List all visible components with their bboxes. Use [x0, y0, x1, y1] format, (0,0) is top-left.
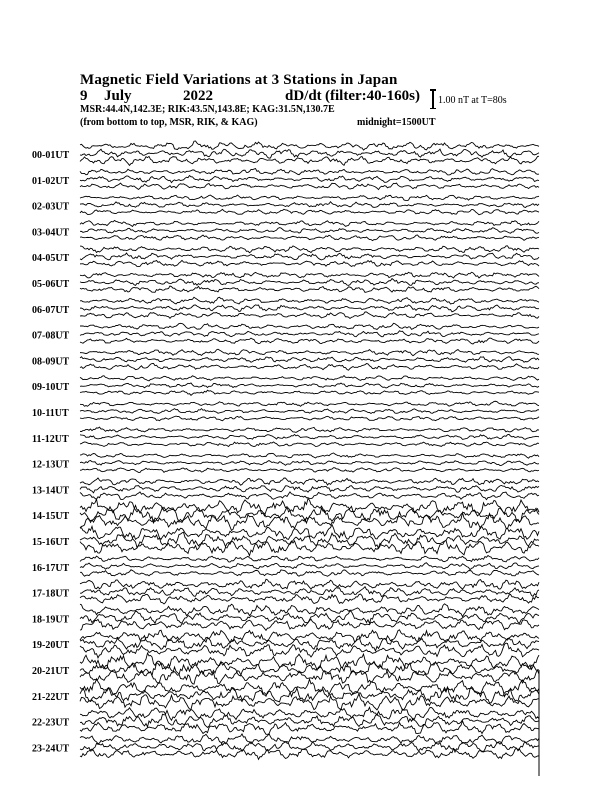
hour-label: 05-06UT — [32, 279, 70, 290]
hour-label: 07-08UT — [32, 330, 70, 342]
trace-line-rik — [80, 587, 539, 597]
hour-label: 21-22UT — [32, 691, 70, 703]
station-order-note: (from bottom to top, MSR, RIK, & KAG) — [80, 117, 258, 128]
trace-line-kag — [80, 220, 539, 226]
trace-line-kag — [80, 246, 539, 253]
trace-line-msr — [80, 312, 539, 319]
trace-line-kag — [80, 478, 539, 485]
trace-line-msr — [80, 667, 539, 684]
quantity-label: dD/dt — [285, 88, 322, 104]
hour-label: 23-24UT — [32, 743, 70, 755]
trace-line-msr — [80, 260, 539, 266]
hour-label: 16-17UT — [32, 562, 70, 574]
trace-line-msr — [80, 442, 539, 447]
station-coordinates: MSR:44.4N,142.3E; RIK:43.5N,143.8E; KAG:31.5N,130.7E — [80, 104, 335, 115]
trace-line-msr — [80, 183, 539, 190]
trace-line-kag — [80, 630, 539, 643]
trace-line-msr — [80, 570, 539, 577]
trace-line-msr — [80, 416, 539, 421]
trace-line-rik — [80, 461, 539, 466]
hour-label: 13-14UT — [32, 485, 70, 497]
trace-line-rik — [80, 505, 539, 523]
hour-label: 08-09UT — [32, 356, 70, 368]
trace-line-msr — [80, 540, 539, 555]
trace-line-msr — [80, 235, 539, 241]
hour-label: 01-02UT — [32, 175, 70, 187]
hour-label: 02-03UT — [32, 201, 70, 213]
trace-line-rik — [80, 228, 539, 234]
trace-line-msr — [80, 694, 539, 711]
trace-line-kag — [80, 604, 539, 617]
trace-line-kag — [80, 427, 539, 432]
hour-label: 14-15UT — [32, 511, 70, 523]
hour-label: 12-13UT — [32, 459, 70, 471]
trace-line-kag — [80, 376, 539, 381]
trace-line-kag — [80, 653, 539, 671]
trace-line-kag — [80, 297, 539, 304]
trace-line-rik — [80, 409, 539, 414]
chart-title: Magnetic Field Variations at 3 Stations in Japan — [80, 72, 398, 88]
trace-line-rik — [80, 485, 539, 492]
trace-line-rik — [80, 434, 539, 439]
trace-line-rik — [80, 202, 539, 208]
trace-line-kag — [80, 272, 539, 278]
hour-label: 15-16UT — [32, 537, 70, 548]
hour-label: 10-11UT — [32, 408, 69, 419]
hour-label: 03-04UT — [32, 227, 70, 239]
filter-label: (filter:40-160s) — [325, 88, 420, 104]
hour-label: 11-12UT — [32, 433, 69, 445]
trace-line-msr — [80, 513, 539, 531]
trace-line-rik — [80, 305, 539, 312]
trace-line-rik — [80, 253, 539, 260]
hour-label: 17-18UT — [32, 588, 70, 600]
trace-line-kag — [80, 579, 539, 589]
trace-line-rik — [80, 383, 539, 388]
hour-label: 06-07UT — [32, 304, 70, 316]
date-year: 2022 — [183, 88, 213, 104]
trace-line-msr — [80, 338, 539, 344]
trace-line-kag — [80, 453, 539, 458]
midnight-note: midnight=1500UT — [357, 117, 436, 128]
trace-line-kag — [80, 556, 539, 563]
hour-label: 04-05UT — [32, 253, 70, 265]
trace-line-kag — [80, 401, 539, 406]
trace-line-kag — [80, 323, 539, 329]
trace-line-msr — [80, 468, 539, 473]
scale-label: 1.00 nT at T=80s — [438, 95, 507, 106]
trace-line-kag — [80, 169, 539, 175]
hour-label: 20-21UT — [32, 666, 70, 677]
trace-line-rik — [80, 175, 539, 182]
trace-line-kag — [80, 141, 539, 150]
hour-label: 09-10UT — [32, 382, 70, 394]
trace-line-msr — [80, 619, 539, 630]
date-month: July — [104, 88, 132, 104]
date-day: 9 — [80, 88, 88, 104]
trace-line-kag — [80, 679, 539, 697]
hour-label: 00-01UT — [32, 150, 70, 161]
trace-line-rik — [80, 742, 539, 752]
trace-line-kag — [80, 349, 539, 355]
trace-line-rik — [80, 331, 539, 337]
trace-line-msr — [80, 156, 539, 165]
trace-line-msr — [80, 492, 539, 500]
trace-line-msr — [80, 748, 539, 759]
trace-line-rik — [80, 714, 539, 727]
trace-line-kag — [80, 734, 539, 746]
trace-line-msr — [80, 363, 539, 370]
hour-label: 22-23UT — [32, 717, 70, 729]
trace-line-kag — [80, 707, 539, 720]
hour-label: 19-20UT — [32, 640, 70, 652]
trace-line-msr — [80, 594, 539, 604]
trace-line-msr — [80, 209, 539, 215]
trace-line-kag — [80, 195, 539, 201]
trace-line-rik — [80, 278, 539, 285]
trace-line-msr — [80, 286, 539, 292]
trace-line-rik — [80, 357, 539, 363]
trace-line-rik — [80, 563, 539, 570]
hour-label: 18-19UT — [32, 614, 70, 626]
trace-line-msr — [80, 390, 539, 395]
